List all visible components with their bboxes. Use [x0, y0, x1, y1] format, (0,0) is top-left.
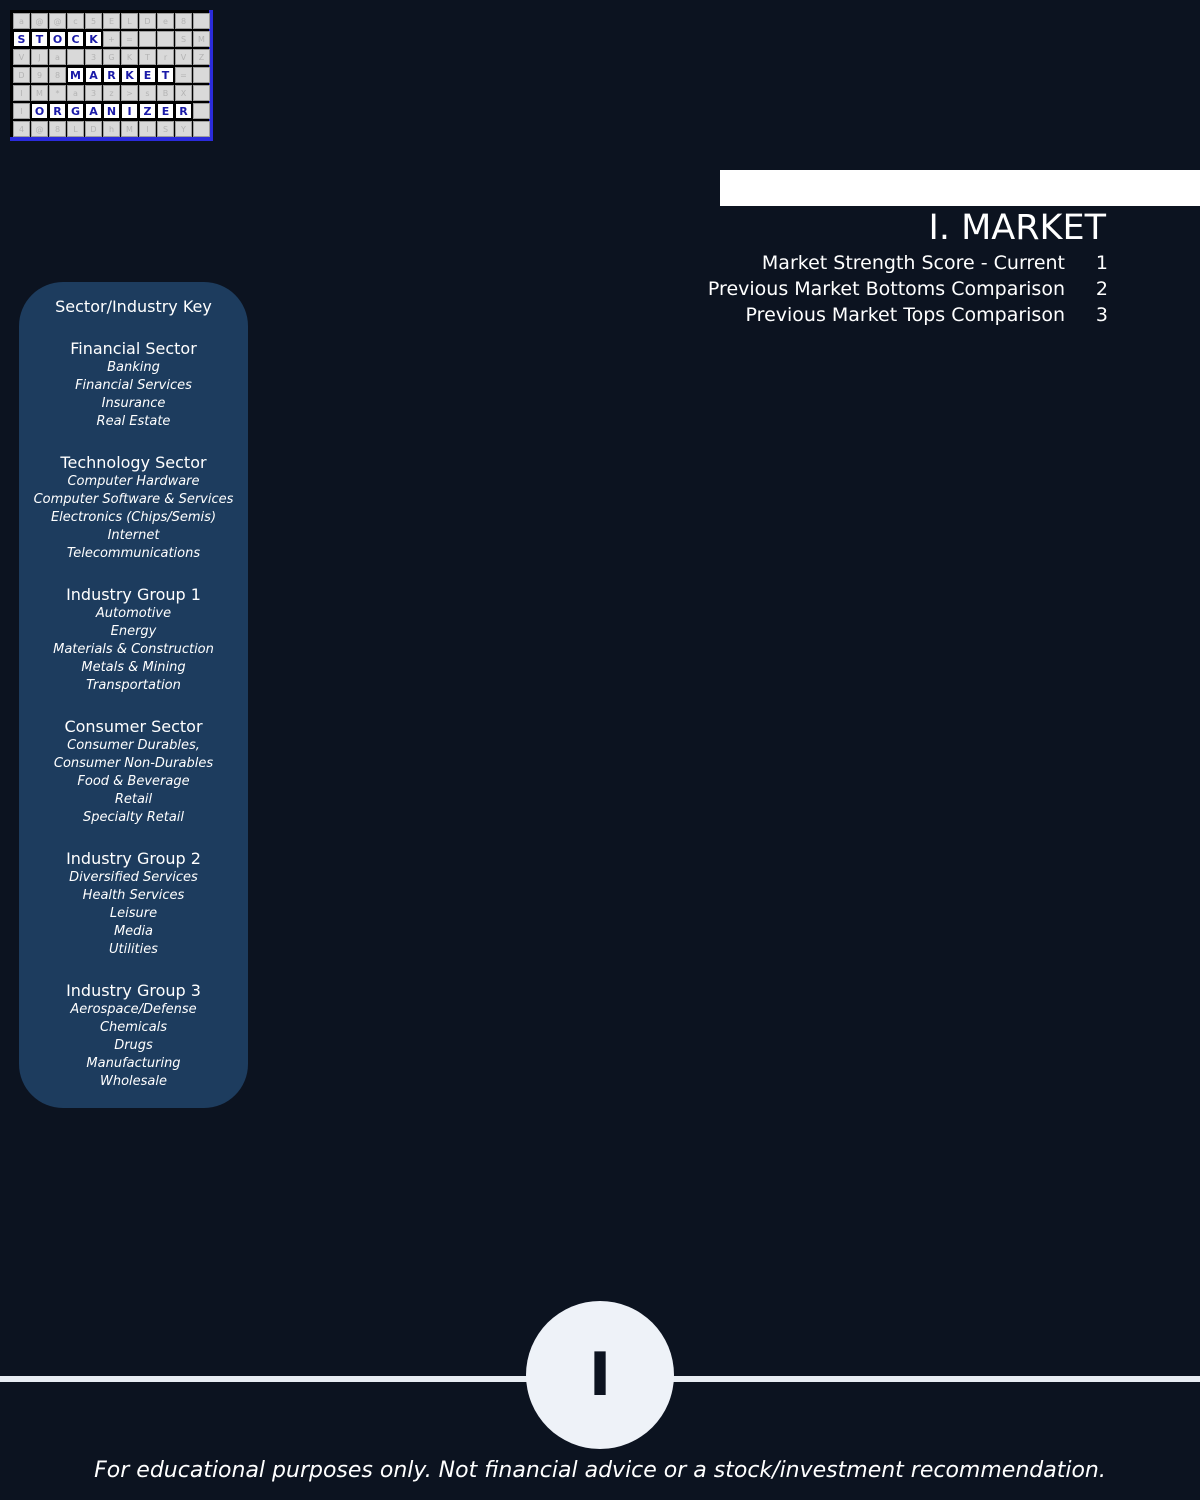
key-industry-item: Drugs: [114, 1038, 153, 1053]
key-industry-item: Diversified Services: [69, 870, 198, 885]
logo-letter-tile: R: [175, 103, 192, 119]
logo-letter-tile: A: [85, 103, 102, 119]
key-industry-item: Manufacturing: [86, 1056, 181, 1071]
logo-filler-tile: L: [67, 121, 84, 137]
logo-filler-tile: @: [31, 121, 48, 137]
logo-filler-tile: [139, 31, 156, 47]
logo-letter-tile: G: [67, 103, 84, 119]
logo-filler-tile: +: [103, 31, 120, 47]
logo-letter-tile: E: [157, 103, 174, 119]
key-industry-item: Consumer Durables,: [67, 738, 200, 753]
logo-letter-tile: O: [31, 103, 48, 119]
logo-letter-tile: A: [85, 67, 102, 83]
key-industry-item: Leisure: [109, 906, 158, 921]
logo-filler-tile: J: [31, 49, 48, 65]
logo-filler-tile: 8: [49, 121, 66, 137]
key-industry-item: Automotive: [95, 606, 172, 621]
logo-letter-tile: C: [67, 31, 84, 47]
logo-filler-tile: I: [139, 121, 156, 137]
key-group-title: Industry Group 2: [66, 849, 201, 868]
key-industry-item: Materials & Construction: [53, 642, 214, 657]
key-industry-item: Energy: [110, 624, 157, 639]
logo-filler-tile: T: [139, 49, 156, 65]
key-group: [19, 849, 248, 959]
logo-filler-tile: 8: [175, 13, 192, 29]
logo-filler-tile: a: [49, 49, 66, 65]
logo-filler-tile: s: [139, 85, 156, 101]
toc-entry-label: Market Strength Score - Current: [761, 252, 1065, 274]
logo-filler-tile: [193, 121, 210, 137]
logo-filler-tile: c: [67, 13, 84, 29]
logo-filler-tile: 5: [85, 13, 102, 29]
logo-filler-tile: M: [121, 121, 138, 137]
key-industry-item: Retail: [114, 792, 153, 807]
logo-filler-tile: G: [103, 49, 120, 65]
logo-letter-tile: K: [85, 31, 102, 47]
logo-filler-tile: V: [13, 49, 30, 65]
key-industry-item: Financial Services: [75, 378, 192, 393]
key-industry-item: Consumer Non-Durables: [53, 756, 214, 771]
key-group-title: Consumer Sector: [64, 717, 203, 736]
toc-entry-label: Previous Market Bottoms Comparison: [707, 278, 1065, 300]
logo-filler-tile: M: [31, 85, 48, 101]
logo-filler-tile: D: [139, 13, 156, 29]
logo-letter-tile: T: [157, 67, 174, 83]
logo-filler-tile: =: [175, 67, 192, 83]
logo-filler-tile: >: [121, 85, 138, 101]
key-title: Sector/Industry Key: [55, 297, 212, 316]
logo-filler-tile: h: [103, 121, 120, 137]
key-industry-item: Transportation: [86, 678, 181, 693]
logo-filler-tile: 4: [13, 121, 30, 137]
key-industry-item: Metals & Mining: [81, 660, 186, 675]
key-industry-item: Electronics (Chips/Semis): [50, 510, 217, 525]
logo-letter-tile: M: [67, 67, 84, 83]
logo-filler-tile: [157, 31, 174, 47]
key-group-title: Technology Sector: [60, 453, 207, 472]
logo-filler-tile: a: [67, 85, 84, 101]
key-industry-item: Food & Beverage: [77, 774, 190, 789]
key-group: [19, 339, 248, 431]
key-group: [19, 981, 248, 1091]
logo-filler-tile: [193, 13, 210, 29]
key-industry-item: Internet: [107, 528, 160, 543]
logo-filler-tile: [193, 67, 210, 83]
key-industry-item: Aerospace/Defense: [70, 1002, 197, 1017]
logo-filler-tile: D: [85, 121, 102, 137]
toc-entry-page: 2: [1095, 278, 1108, 300]
logo-filler-tile: M: [193, 31, 210, 47]
logo-filler-tile: 3: [85, 49, 102, 65]
toc-entry-page: 1: [1095, 252, 1108, 274]
logo-letter-tile: E: [139, 67, 156, 83]
sector-industry-key-panel: [19, 282, 248, 1108]
logo-filler-tile: 3: [85, 85, 102, 101]
toc-entry-market-strength[interactable]: [608, 250, 1108, 276]
logo-filler-tile: Z: [193, 49, 210, 65]
logo-letter-grid: [13, 13, 206, 137]
logo-filler-tile: X: [175, 85, 192, 101]
toc-entry-page: 3: [1095, 304, 1108, 326]
logo-filler-tile: [193, 85, 210, 101]
logo-letter-tile: R: [103, 67, 120, 83]
logo-letter-tile: S: [13, 31, 30, 47]
logo-filler-tile: r: [157, 49, 174, 65]
logo-letter-tile: I: [121, 103, 138, 119]
logo-filler-tile: e: [157, 13, 174, 29]
logo-filler-tile: V: [175, 49, 192, 65]
key-group-title: Financial Sector: [70, 339, 197, 358]
key-industry-item: Utilities: [109, 942, 158, 957]
logo-filler-tile: =: [121, 31, 138, 47]
key-group: [19, 717, 248, 827]
logo-letter-tile: O: [49, 31, 66, 47]
key-group-title: Industry Group 1: [66, 585, 201, 604]
toc-entry-label: Previous Market Tops Comparison: [745, 304, 1065, 326]
logo-filler-tile: @: [31, 13, 48, 29]
logo-filler-tile: D: [13, 67, 30, 83]
table-of-contents: [608, 250, 1108, 328]
logo-filler-tile: [67, 49, 84, 65]
logo-filler-tile: 8: [49, 67, 66, 83]
key-group-title: Industry Group 3: [66, 981, 201, 1000]
section-numeral-badge: I: [526, 1301, 674, 1449]
key-group: [19, 453, 248, 563]
key-industry-item: Health Services: [82, 888, 185, 903]
logo-filler-tile: a: [13, 13, 30, 29]
logo-filler-tile: [193, 103, 210, 119]
key-industry-item: Media: [113, 924, 154, 939]
key-industry-item: Wholesale: [99, 1074, 167, 1089]
key-industry-item: Banking: [107, 360, 160, 375]
key-industry-item: Chemicals: [99, 1020, 168, 1035]
logo-letter-tile: Z: [139, 103, 156, 119]
key-industry-item: Computer Hardware: [67, 474, 200, 489]
logo-filler-tile: z: [103, 85, 120, 101]
logo-filler-tile: I: [13, 103, 30, 119]
logo-filler-tile: K: [121, 49, 138, 65]
key-industry-item: Specialty Retail: [82, 810, 185, 825]
key-group: [19, 585, 248, 695]
logo-letter-tile: N: [103, 103, 120, 119]
section-title: I. MARKET: [928, 208, 1106, 248]
logo-filler-tile: Y: [175, 121, 192, 137]
key-groups: [19, 339, 248, 1091]
logo-filler-tile: B: [157, 85, 174, 101]
logo-filler-tile: @: [49, 13, 66, 29]
key-industry-item: Telecommunications: [66, 546, 201, 561]
key-industry-item: Insurance: [101, 396, 166, 411]
logo-letter-tile: R: [49, 103, 66, 119]
logo-filler-tile: I: [13, 85, 30, 101]
disclaimer-text: For educational purposes only. Not financial advice or a stock/investment recommendation.: [94, 1458, 1106, 1483]
logo-filler-tile: S: [175, 31, 192, 47]
key-industry-item: Real Estate: [96, 414, 171, 429]
key-industry-item: Computer Software & Services: [33, 492, 234, 507]
logo-filler-tile: S: [157, 121, 174, 137]
logo-filler-tile: *: [49, 85, 66, 101]
logo-filler-tile: L: [121, 13, 138, 29]
logo-filler-tile: 9: [31, 67, 48, 83]
toc-entry-market-bottoms[interactable]: [608, 276, 1108, 302]
logo-letter-tile: T: [31, 31, 48, 47]
logo-filler-tile: E: [103, 13, 120, 29]
header-bar: [720, 170, 1200, 206]
stock-market-organizer-logo: [10, 10, 213, 141]
toc-entry-market-tops[interactable]: [608, 302, 1108, 328]
logo-letter-tile: K: [121, 67, 138, 83]
